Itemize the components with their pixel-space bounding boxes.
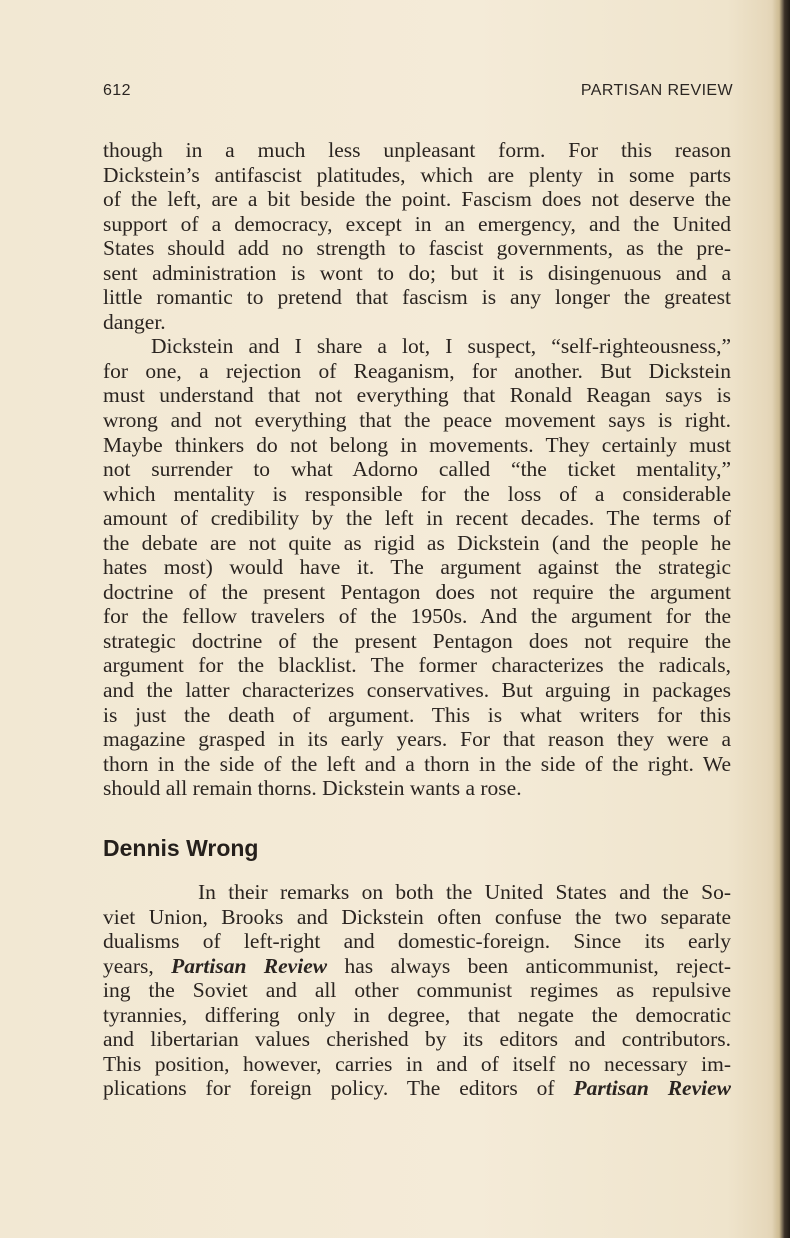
text-line: which mentality is responsible for the loss of a considerable <box>103 481 731 506</box>
journal-title: PARTISAN REVIEW <box>580 82 733 99</box>
text-line: ing the Soviet and all other communist regimes as repulsive <box>103 978 731 1003</box>
page-binding-edge <box>772 0 790 1238</box>
text-line: amount of credibility by the left in recent decades. The terms of <box>103 506 731 531</box>
text-line: This position, however, carries in and of itself no necessary im- <box>103 1051 731 1076</box>
section-heading: Dennis Wrong <box>103 835 259 861</box>
text-line: States should add no strength to fascist governments, as the pre- <box>103 236 731 261</box>
text-line: In their remarks on both the United States and the So- <box>198 880 731 904</box>
text-fragment: years, <box>103 953 154 978</box>
text-line: argument for the blacklist. The former characterizes the radicals, <box>103 653 731 678</box>
running-head <box>103 82 733 106</box>
page-number: 612 <box>103 82 131 99</box>
text-line: hates most) would have it. The argument against the strategic <box>103 555 731 580</box>
journal-title-italic: Partisan Review <box>171 953 328 978</box>
text-line: viet Union, Brooks and Dickstein often confuse the two separate <box>103 904 731 929</box>
text-line: though in a much less unpleasant form. For this reason <box>103 138 731 162</box>
text-line: sent administration is wont to do; but it is disingenuous and a <box>103 260 731 285</box>
text-line: of the left, are a bit beside the point. Fascism does not deserve the <box>103 187 731 212</box>
text-line: magazine grasped in its early years. For that reason they were a <box>103 727 731 752</box>
text-line: dualisms of left-right and domestic-foreign. Since its early <box>103 929 731 954</box>
text-line: Maybe thinkers do not belong in movements. They certainly must <box>103 432 731 457</box>
text-line: must understand that not everything that Ronald Reagan says is <box>103 383 731 408</box>
text-line: not surrender to what Adorno called “the ticket mentality,” <box>103 457 731 482</box>
text-line: Dickstein and I share a lot, I suspect, “self-righteousness,” <box>151 334 731 359</box>
text-line: support of a democracy, except in an emergency, and the United <box>103 211 731 236</box>
text-line: Dickstein’s antifascist platitudes, which are plenty in some parts <box>103 162 731 187</box>
article-body <box>103 138 731 801</box>
text-line: doctrine of the present Pentagon does not require the argument <box>103 579 731 604</box>
paragraph-2 <box>103 334 731 800</box>
text-line: for the fellow travelers of the 1950s. And the argument for the <box>103 604 731 629</box>
text-line: danger. <box>103 309 166 334</box>
text-line: little romantic to pretend that fascism is any longer the greatest <box>103 285 731 310</box>
text-line: tyrannies, differing only in degree, that negate the democratic <box>103 1002 731 1027</box>
journal-title-italic: Partisan Review <box>573 1076 731 1101</box>
text-line: is just the death of argument. This is what writers for this <box>103 702 731 727</box>
text-line: wrong and not everything that the peace movement says is right. <box>103 408 731 433</box>
text-line: thorn in the side of the left and a thorn in the side of the right. We <box>103 751 731 776</box>
text-line: and libertarian values cherished by its editors and contributors. <box>103 1027 731 1052</box>
text-line: should all remain thorns. Dickstein wants a rose. <box>103 776 522 801</box>
text-fragment: plications for foreign policy. The editors of <box>103 1076 555 1101</box>
paragraph-1 <box>103 138 731 334</box>
text-line: strategic doctrine of the present Pentagon does not require the <box>103 628 731 653</box>
text-line: the debate are not quite as rigid as Dickstein (and the people he <box>103 530 731 555</box>
text-line: for one, a rejection of Reaganism, for another. But Dickstein <box>103 358 731 383</box>
text-line: and the latter characterizes conservatives. But arguing in packages <box>103 678 731 703</box>
text-fragment: has always been anticommunist, reject- <box>344 953 732 978</box>
text-line <box>103 954 731 979</box>
article-body-section <box>103 880 731 1101</box>
text-line <box>103 1076 731 1101</box>
